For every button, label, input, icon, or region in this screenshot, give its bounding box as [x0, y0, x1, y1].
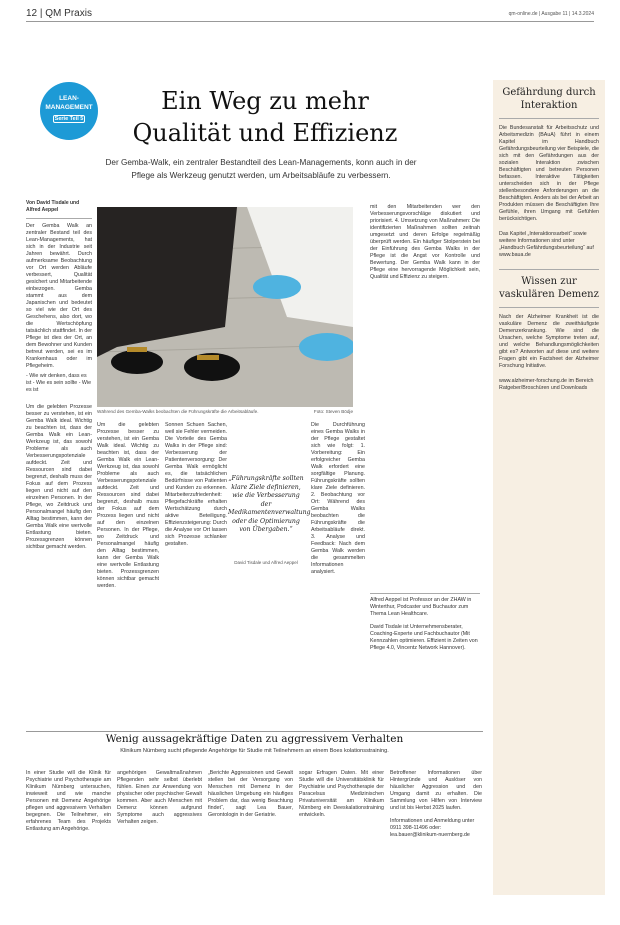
- second-col1: [26, 770, 111, 833]
- article-col4: mit den Mitarbeitenden wer den Verbesserungsvorschläge diskutiert und priorisiert. 4. Umsetzung von Maßnahmen: Die identifizierten Maßnahmen sollten zeitnah umgesetzt und deren Erfolge regelmäßig überprüft werden. Ein häufiger Stolperstein bei der Einführung des Gemba Walks in der Pflege ist die Angst vor Kontrolle und Bewertung. Der Gemba Walk kann in der Pflege eine hervorragende Möglichkeit sein, Qualität und Effizienz zu steigern.: [370, 204, 480, 280]
- article-col1b: Um die gelebten Prozesse besser zu verstehen, ist ein Gemba Walk ideal. Wichtig zu beachten ist, dass der Gemba Walk ein Lean-Werkzeug ist, das sowohl Probleme als auch Verbesserungspotenziale aufdeckt. Zeit und Ressourcen sind dabei begrenzt, deshalb muss der Fokus auf dem Prozess liegen und nicht auf den einzelnen Personen. In der Pflege, wo Zeitdruck und Personalmangel häufig den Alltag bestimmen, kann der Gemba Walk eine wertvolle Entlastung bieten. Prozessgrenzen können sichtbar gemacht werden.: [26, 403, 92, 550]
- article-col2: Sonnen Schuen Sachen, weil sie Fehler vermeiden. Die Vorteile des Gemba Walks in der Pflege sind: Verbesserung der Patientenversorgung: Der Gemba Walk ermöglicht es, die tatsächlichen Bedürfnisse von Patienten und Kunden zu erkennen. Mitarbeiterzufriedenheit: Pflegefachkräfte erhalten Wertschätzung durch aktive Beteiligung. Effizienzsteigerung: Durch die Analyse vor Ort lassen sich Prozesse schlanker gestalten.: [165, 422, 227, 547]
- column-4: [370, 204, 480, 281]
- second-headline: Wenig aussagekräftige Daten zu aggressivem Verhalten: [105, 733, 404, 745]
- photo-credit: Foto: Steven Bödje: [313, 409, 353, 414]
- article-authors: Von David Tisdale und Alfred Aeppel: [26, 200, 80, 213]
- second-contact: Informationen und Anmeldung unter 0911 398-11496 oder: lea.bauer@klinikum-nuernberg.de: [390, 818, 475, 838]
- sidebar-note: Das Kapitel „Interaktionsarbeit“ sowie weitere Informationen sind unter „Handbuch Gefährdungsbeurteilung“ auf www.baua.de: [499, 230, 594, 258]
- box-bio: David Tisdale ist Unternehmensberater, Coaching-Experte und Fachbuchautor (Mit Kennzahlen optimieren. Effizient in Zeiten von Pflege 4.0, Vincentz Network Hannover).: [370, 623, 478, 651]
- badge-line1: LEAN-: [59, 95, 79, 102]
- page-number: 12 | QM Praxis: [26, 8, 92, 19]
- column-1: [26, 200, 92, 551]
- second-lead: Klinikum Nürnberg sucht pflegende Angehörige für Studie mit Teilnehmern an einem Boes kolationsstraining.: [120, 748, 389, 754]
- photo-illustration: [97, 207, 353, 407]
- divider: [26, 218, 92, 219]
- article-photo: [97, 207, 353, 407]
- title-line1: Ein Weg zu mehr: [161, 87, 369, 115]
- sidebar-title-2: Wissen zur vaskulären Demenz: [499, 276, 599, 300]
- sidebar-body-2: Nach der Alzheimer Krankheit ist die vaskuläre Demenz die zweithäufigste Demenzerkrankung. Wie sind die Ursachen, welche Symptome treten auf, und welche Behandlungsmöglichkeiten gibt es? Antworten auf diese und weitere Fragen gibt ein Factsheet der Alzheimer Forschung Initiative.: [499, 313, 599, 369]
- sidebar: [493, 80, 605, 895]
- article-col1: Der Gemba Walk an zentraler Bestand teil des Lean-Managements, hat sich in der Industrie seit Jahren bewährt. Durch aufmerksame Beobachtung vor Ort werden Abläufe verbessert, Qualität gesichert und Mitarbeitende einbezogen. Gemba stammt aus dem Japanischen und bedeutet so viel wie der Ort des Geschehens, also dort, wo die Wertschöpfung tatsächlich stattfindet. In der Pflege ist dies der Ort, an dem Bewohner und Kunden betreut werden, sei es im Krankenhaus oder im Pflegeheim.: [26, 222, 92, 369]
- sidebar-body: Die Bundesanstalt für Arbeitsschutz und Arbeitsmedizin (BAuA) führt in einem Kapitel im Handbuch Gefährdungsbeurteilung vier Beispiele, die sich mit den Gefährdungen aus der sozialen Interaktion zwischen Beschäftigten und betreuten Personen befassen. Interaktive Tätigkeiten unterscheiden sich in der Pflege stellenbesondere Anforderungen an die Beschäftigten. Anders als bei der Arbeit an Produkten müssen die Beschäftigten Ihre Gefühle, ihren Umgang mit Gefühlen berücksichtigen.: [499, 124, 599, 222]
- second-col2: [117, 770, 202, 826]
- article-lead: Der Gemba-Walk, ein zentraler Bestandteil des Lean-Managements, konn auch in der Pflege als Werkzeug genutzt werden, um Arbeitsabläufe zu verbessern.: [105, 158, 417, 180]
- column-2-left: [97, 422, 159, 590]
- article-title: [110, 85, 420, 149]
- second-col3: [208, 770, 293, 819]
- sidebar-divider: [499, 118, 599, 119]
- quote-author: David Tisdale und Alfred Aeppel: [234, 560, 298, 565]
- article-col1-cont: Um die gelebten Prozesse besser zu verstehen, ist ein Gemba Walk ideal. Wichtig zu beachten ist, dass der Gemba Walk ein Lean-Werkzeug ist, das sowohl Probleme als auch Verbesserungspotenziale aufdeckt. Zeit und Ressourcen sind dabei begrenzt, deshalb muss der Fokus auf dem Prozess liegen und nicht auf den einzelnen Personen. In der Pflege, wo Zeitdruck und Personalmangel häufig den Alltag bestimmen, kann der Gemba Walk eine wertvolle Entlastung bieten. Prozessgrenzen können sichtbar gemacht werden.: [97, 422, 159, 589]
- second-col3-text: „Berichte Aggressionen und Gewalt stellen bei der Versorgung von Menschen mit Demenz in der häuslichen Umgebung ein häufiges Problem dar, das wenig Beachtung findet“, sagt Lea Bauer, Gerontologin in der Geriatrie.: [208, 770, 293, 818]
- pull-quote: „Führungskräfte sollten klare Ziele definieren, wie die Verbesserung der Medikamentenverwaltung oder die Optimierung von Übergaben.“: [228, 475, 311, 533]
- second-col4-text: sogar Erfragen Daten. Mit einer Studie will die Universitätsklinik für Psychiatrie und Psychotherapie der Paracelsus Medizinischen Privatuniversität am Klinikum Nürnberg ein Deeskalationstraining entwickeln.: [299, 770, 384, 818]
- column-2: [165, 422, 227, 548]
- badge-series: Serie Teil 5: [54, 116, 84, 122]
- second-col1-text: In einer Studie will die Klinik für Psychiatrie und Psychotherapie am Klinikum Nürnberg untersuchen, inwieweit und wie manche Personen mit Demenz Angehörige pflegen und aggressivem Verhalten begegnen. Die Teilnehmer, ein erfahrenes Team des Projekts Entlastung am Angehörige.: [26, 770, 111, 832]
- badge-line2: MANAGEMENT: [45, 104, 93, 111]
- second-col5: [390, 770, 482, 839]
- caption-text: Während des Gemba-Walks beobachten die Führungskräfte die Arbeitsabläufe.: [97, 409, 259, 414]
- title-line2: Qualität und Effizienz: [132, 119, 398, 147]
- box-divider: [370, 593, 480, 594]
- article-list: - Wie wir denken, dass es ist - Wie es sein sollte - Wie es ist: [26, 372, 92, 393]
- series-badge: [40, 82, 98, 140]
- sidebar-divider-2: [499, 269, 599, 270]
- second-col4: [299, 770, 384, 819]
- article-col3: Die Durchführung eines Gemba Walks in der Pflege gestaltet sich wie folgt: 1. Vorbereitung: Ein erfolgreicher Gemba Walk erfordert eine sorgfältige Planung. Führungskräfte sollten klare Ziele definieren. 2. Beobachtung vor Ort: Während des Gemba Walks beobachten die Führungskräfte die Arbeitsabläufe direkt. 3. Analyse und Feedback: Nach dem Gemba Walk werden die gesammelten Informationen analysiert.: [311, 422, 365, 575]
- box-authors: Alfred Aeppel ist Professor an der ZHAW in Winterthur, Podcaster und Buchautor zum Thema Lean Healthcare.: [370, 596, 472, 617]
- column-3: [311, 422, 365, 576]
- sidebar-divider-3: [499, 307, 599, 308]
- section-divider: [26, 731, 483, 732]
- sidebar-title: Gefährdung durch Interaktion: [502, 87, 596, 111]
- sidebar-link-2: www.alzheimer-forschung.de im Bereich Ratgeber/Broschüren und Downloads: [499, 377, 594, 391]
- page-header: [26, 6, 594, 22]
- issue-info: qm-online.de | Ausgabe 11 | 14.3.2024: [508, 11, 594, 17]
- photo-caption: [97, 409, 353, 414]
- second-col2-text: angehörigen Gewaltmaßnahmen Pflegenden sehr selbst überlebt fühlen. Einen zur Anwendung von physischer oder psychischer Gewalt kommen. Aber auch Menschen mit Demenz können aufgrund Symptome auch aggressives Verhalten zeigen.: [117, 770, 202, 825]
- second-col5-text: Betroffener Informationen über Hintergründe und Auslöser von häuslicher Aggression und den Umgang damit zu erhalten. Die Sammlung von Hilfen von Interview und ist bis Herbst 2025 laufen.: [390, 770, 482, 811]
- author-box: [370, 593, 480, 652]
